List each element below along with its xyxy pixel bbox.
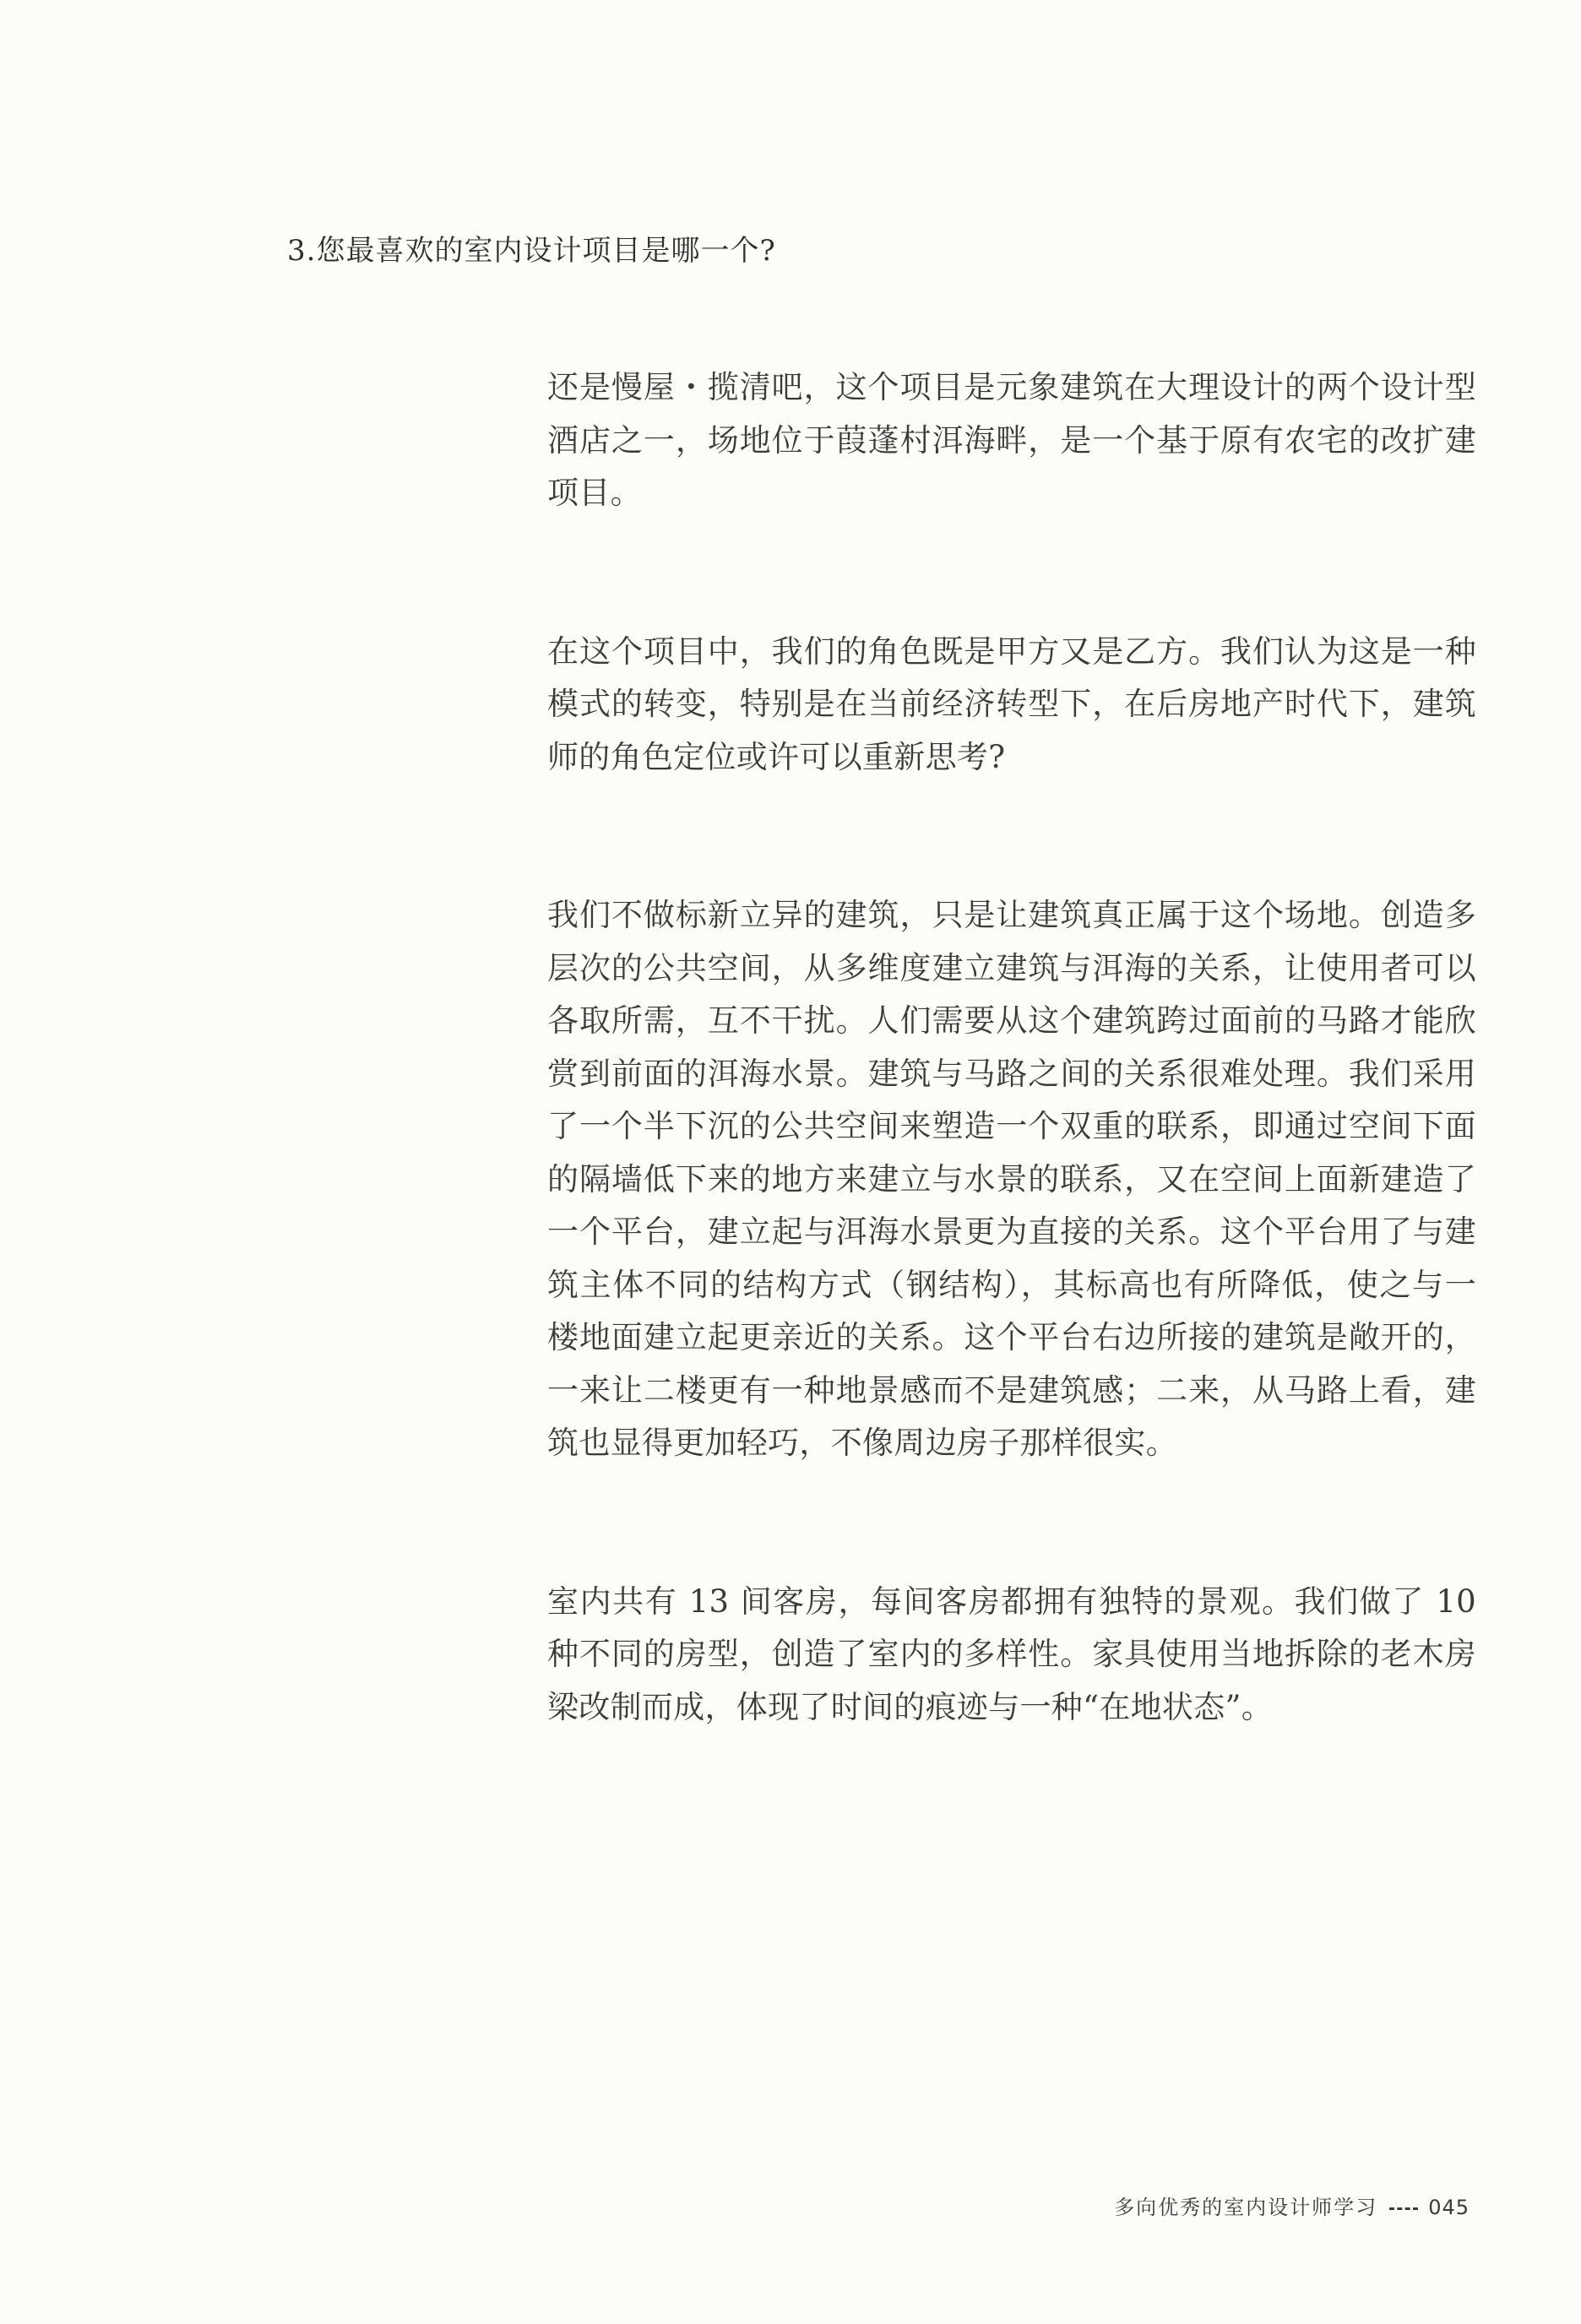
paragraph: 室内共有 13 间客房，每间客房都拥有独特的景观。我们做了 10 种不同的房型，创造了室内的多样性。家具使用当地拆除的老木房梁改制而成，体现了时间的痕迹与一种“在地状态”。	[547, 1583, 1476, 1725]
paragraph: 还是慢屋・揽清吧，这个项目是元象建筑在大理设计的两个设计型酒店之一，场地位于葭蓬村洱海畔，是一个基于原有农宅的改扩建项目。	[547, 369, 1476, 511]
answer-body	[547, 361, 1476, 1734]
question-number: 3.	[287, 234, 317, 268]
paragraph: 在这个项目中，我们的角色既是甲方又是乙方。我们认为这是一种模式的转变，特别是在当前经济转型下，在后房地产时代下，建筑师的角色定位或许可以重新思考?	[547, 633, 1476, 775]
page-number: 045	[1428, 2196, 1470, 2219]
running-title: 多向优秀的室内设计师学习	[1114, 2196, 1378, 2219]
page-footer	[1114, 2192, 1470, 2223]
paragraph: 我们不做标新立异的建筑，只是让建筑真正属于这个场地。创造多层次的公共空间，从多维度建立建筑与洱海的关系，让使用者可以各取所需，互不干扰。人们需要从这个建筑跨过面前的马路才能欣赏到前面的洱海水景。建筑与马路之间的关系很难处理。我们采用了一个半下沉的公共空间来塑造一个双重的联系，即通过空间下面的隔墙低下来的地方来建立与水景的联系，又在空间上面新建造了一个平台，建立起与洱海水景更为直接的关系。这个平台用了与建筑主体不同的结构方式（钢结构），其标高也有所降低，使之与一楼地面建立起更亲近的关系。这个平台右边所接的建筑是敞开的，一来让二楼更有一种地景感而不是建筑感；二来，从马路上看，建筑也显得更加轻巧，不像周边房子那样很实。	[547, 897, 1476, 1461]
question-heading	[287, 226, 776, 275]
footer-dash-separator	[1389, 2207, 1418, 2210]
question-text: 您最喜欢的室内设计项目是哪一个?	[316, 234, 776, 268]
